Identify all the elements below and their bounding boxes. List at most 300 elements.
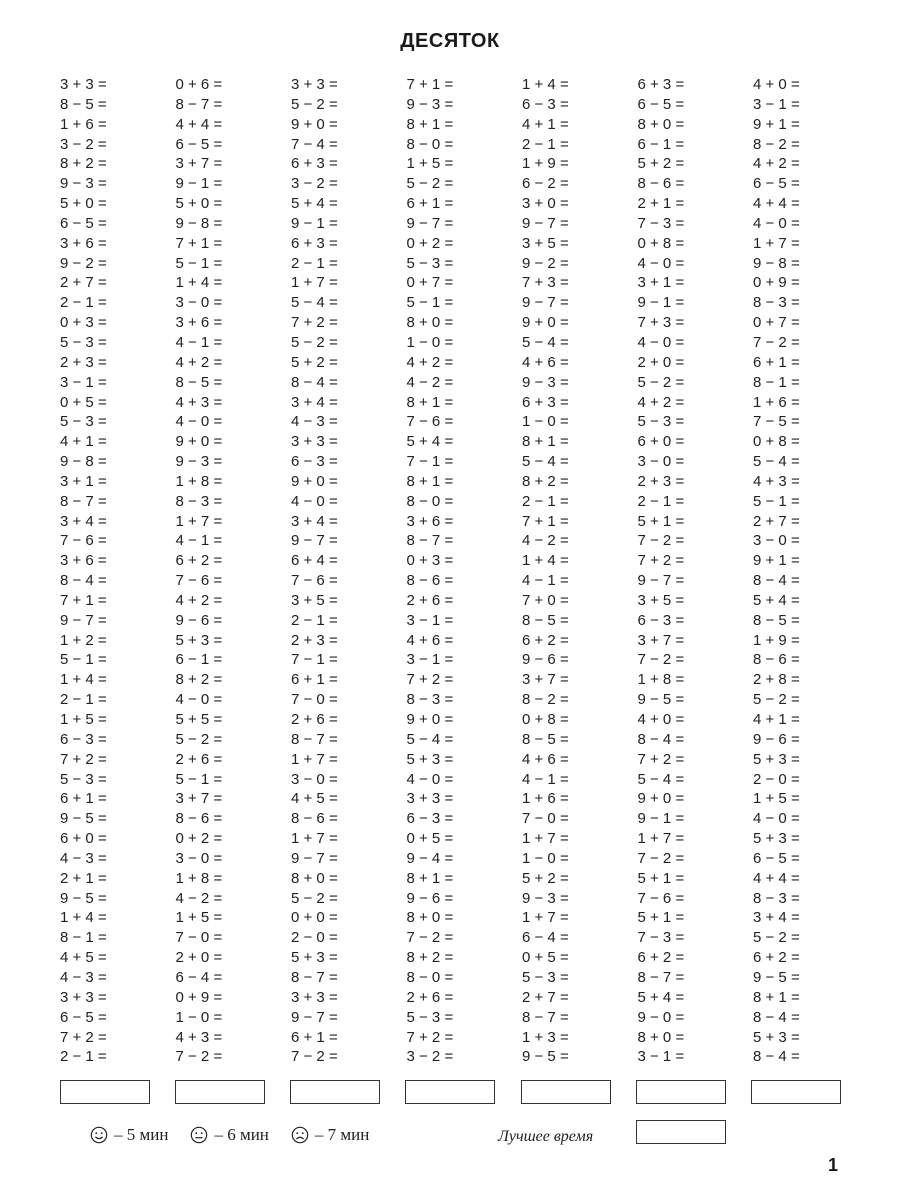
exercise-item: 4 + 5 = — [60, 949, 107, 967]
legend-item-7min — [291, 1125, 369, 1145]
exercise-item: 8 + 1 = — [406, 393, 454, 411]
exercise-item: 6 − 1 = — [175, 651, 223, 669]
exercise-item: 5 − 2 = — [175, 730, 223, 748]
exercise-item: 2 + 7 = — [60, 274, 107, 292]
exercise-item: 3 − 2 = — [406, 1048, 454, 1066]
exercise-item: 0 + 7 = — [406, 274, 454, 292]
exercise-item: 3 − 0 = — [753, 532, 800, 550]
exercise-item: 5 + 2 = — [637, 155, 685, 173]
exercise-item: 1 + 4 = — [522, 76, 569, 93]
exercise-item: 7 + 1 = — [406, 76, 454, 93]
exercise-item: 1 + 7 = — [522, 909, 569, 927]
exercise-item: 0 + 8 = — [522, 711, 569, 728]
exercise-item: 5 − 3 = — [637, 413, 685, 431]
exercise-item: 7 + 2 = — [60, 1028, 107, 1046]
exercise-item: 9 + 0 = — [522, 314, 569, 332]
exercise-item: 7 − 4 = — [291, 135, 338, 153]
exercise-item: 6 + 2 = — [175, 552, 223, 570]
exercise-item: 8 − 7 = — [291, 730, 338, 748]
exercise-item: 1 + 7 = — [291, 750, 338, 768]
exercise-item: 8 − 4 = — [291, 373, 338, 391]
exercise-item: 8 − 6 = — [175, 810, 223, 828]
exercise-item: 1 + 7 = — [175, 512, 223, 530]
exercise-item: 4 − 0 = — [753, 810, 800, 828]
exercise-item: 7 − 0 = — [291, 691, 338, 709]
exercise-item: 7 − 2 = — [637, 849, 685, 867]
exercise-item: 4 − 3 = — [60, 849, 107, 867]
exercise-item: 9 − 5 = — [60, 810, 107, 828]
exercise-item: 8 − 6 = — [637, 175, 685, 193]
answer-box-col-4[interactable] — [405, 1080, 495, 1104]
exercise-item: 1 + 3 = — [522, 1028, 569, 1046]
exercise-item: 9 + 0 = — [291, 472, 338, 490]
exercise-item: 9 − 1 = — [291, 214, 338, 232]
exercise-item: 9 + 0 = — [406, 711, 454, 728]
exercise-item: 6 + 0 = — [60, 830, 107, 848]
exercise-item: 1 + 8 = — [175, 472, 223, 490]
exercise-item: 8 − 5 = — [753, 611, 800, 629]
legend-label: – 5 мин — [114, 1125, 169, 1144]
exercise-item: 7 − 2 = — [175, 1048, 223, 1066]
exercise-item: 6 + 2 = — [753, 949, 800, 967]
exercise-item: 4 + 6 = — [522, 353, 569, 371]
exercise-item: 5 − 2 = — [753, 929, 800, 947]
exercise-item: 0 + 7 = — [753, 314, 800, 332]
exercise-item: 8 − 4 = — [753, 1048, 800, 1066]
exercise-item: 7 + 2 = — [291, 314, 338, 332]
answer-box-col-6[interactable] — [636, 1080, 726, 1104]
exercise-item: 5 − 2 = — [291, 889, 338, 907]
exercise-item: 7 − 6 = — [60, 532, 107, 550]
answer-box-col-5[interactable] — [521, 1080, 611, 1104]
exercise-item: 6 + 3 = — [637, 76, 685, 93]
exercise-item: 3 + 3 = — [60, 988, 107, 1006]
exercise-item: 1 + 8 = — [637, 671, 685, 689]
exercise-item: 9 − 7 = — [291, 532, 338, 550]
exercise-item: 6 − 3 = — [291, 453, 338, 471]
exercise-item: 6 − 5 = — [753, 849, 800, 867]
exercise-item: 0 + 2 = — [175, 830, 223, 848]
exercise-item: 4 + 4 = — [753, 869, 800, 887]
exercise-item: 1 + 9 = — [522, 155, 569, 173]
exercise-item: 5 − 3 = — [60, 770, 107, 788]
exercise-item: 9 − 2 = — [522, 254, 569, 272]
exercise-item: 6 − 5 = — [60, 214, 107, 232]
exercise-item: 8 + 2 = — [175, 671, 223, 689]
exercise-item: 4 + 6 = — [406, 631, 454, 649]
legend-label: – 6 мин — [214, 1125, 269, 1144]
exercise-item: 3 + 7 = — [175, 155, 223, 173]
exercise-item: 4 + 4 = — [175, 115, 223, 133]
exercise-item: 7 − 6 = — [406, 413, 454, 431]
exercise-item: 3 − 0 = — [175, 849, 223, 867]
exercise-item: 1 − 0 = — [406, 333, 454, 351]
exercise-item: 6 + 1 = — [406, 195, 454, 213]
exercise-item: 8 − 0 = — [406, 968, 454, 986]
exercise-item: 9 − 7 = — [522, 214, 569, 232]
exercise-item: 9 − 5 = — [637, 691, 685, 709]
exercise-item: 6 + 0 = — [637, 433, 685, 451]
exercise-item: 9 − 6 = — [406, 889, 454, 907]
exercise-item: 5 + 0 = — [175, 195, 223, 213]
exercise-item: 2 + 1 = — [60, 869, 107, 887]
exercise-item: 5 − 2 = — [291, 95, 338, 113]
exercise-item: 2 − 1 = — [60, 1048, 107, 1066]
exercise-item: 2 − 1 = — [637, 492, 685, 510]
exercise-item: 3 + 5 = — [291, 591, 338, 609]
exercise-item: 3 + 1 = — [60, 472, 107, 490]
exercise-item: 6 + 3 = — [291, 234, 338, 252]
exercise-item: 1 + 8 = — [175, 869, 223, 887]
exercise-item: 7 − 2 = — [753, 333, 800, 351]
exercise-item: 3 − 2 = — [60, 135, 107, 153]
exercise-item: 0 + 8 = — [753, 433, 800, 451]
exercise-item: 4 + 3 = — [175, 393, 223, 411]
exercise-item: 6 + 1 = — [291, 1028, 338, 1046]
exercise-item: 6 − 5 = — [175, 135, 223, 153]
exercise-item: 5 − 1 = — [753, 492, 800, 510]
exercise-item: 2 + 3 = — [291, 631, 338, 649]
exercise-item: 7 − 0 = — [175, 929, 223, 947]
exercise-item: 8 − 0 = — [406, 492, 454, 510]
exercise-item: 4 + 6 = — [522, 750, 569, 768]
exercise-item: 7 + 2 = — [637, 750, 685, 768]
exercise-item: 3 + 0 = — [522, 195, 569, 213]
answer-box-col-2[interactable] — [175, 1080, 265, 1104]
exercise-item: 9 − 6 = — [175, 611, 223, 629]
exercise-item: 4 + 2 = — [753, 155, 800, 173]
smiley-happy-icon — [90, 1126, 108, 1144]
exercise-item: 5 − 4 = — [291, 294, 338, 312]
exercise-item: 4 + 5 = — [291, 790, 338, 808]
exercise-item: 1 + 5 = — [406, 155, 454, 173]
exercise-item: 0 + 6 = — [175, 76, 223, 93]
exercise-item: 4 − 1 = — [522, 770, 569, 788]
exercise-item: 3 + 4 = — [753, 909, 800, 927]
exercise-item: 3 + 7 = — [522, 671, 569, 689]
exercise-item: 9 + 1 = — [753, 115, 800, 133]
exercise-item: 8 − 1 = — [60, 929, 107, 947]
exercise-item: 3 − 0 = — [175, 294, 223, 312]
exercise-item: 9 − 5 = — [753, 968, 800, 986]
exercise-item: 7 − 6 = — [637, 889, 685, 907]
exercise-item: 1 + 6 = — [522, 790, 569, 808]
exercise-item: 2 + 1 = — [637, 195, 685, 213]
exercise-item: 7 + 1 = — [175, 234, 223, 252]
exercise-item: 4 + 2 = — [406, 353, 454, 371]
answer-box-col-1[interactable] — [60, 1080, 150, 1104]
exercise-item: 8 − 4 = — [753, 572, 800, 590]
exercise-item: 1 − 0 = — [175, 1008, 223, 1026]
exercise-item: 2 − 1 = — [522, 492, 569, 510]
exercise-item: 3 − 1 = — [637, 1048, 685, 1066]
exercise-item: 5 − 2 = — [291, 333, 338, 351]
exercise-item: 5 − 4 = — [637, 770, 685, 788]
exercise-item: 2 + 7 = — [522, 988, 569, 1006]
exercise-item: 6 − 4 = — [522, 929, 569, 947]
exercise-item: 9 − 3 = — [406, 95, 454, 113]
exercise-item: 7 + 2 = — [637, 552, 685, 570]
exercise-item: 6 + 3 = — [291, 155, 338, 173]
exercise-item: 1 + 7 = — [291, 830, 338, 848]
exercise-item: 1 + 4 = — [60, 909, 107, 927]
exercise-item: 6 − 3 = — [522, 95, 569, 113]
exercise-item: 4 − 0 = — [291, 492, 338, 510]
exercise-item: 3 + 7 = — [175, 790, 223, 808]
exercise-item: 8 − 6 = — [406, 572, 454, 590]
exercise-item: 9 − 5 = — [60, 889, 107, 907]
exercise-item: 5 + 1 = — [637, 869, 685, 887]
exercise-item: 3 + 4 = — [291, 393, 338, 411]
exercise-item: 3 + 4 = — [291, 512, 338, 530]
exercise-item: 7 + 1 = — [60, 591, 107, 609]
exercise-item: 7 − 1 = — [291, 651, 338, 669]
exercise-item: 5 − 1 = — [406, 294, 454, 312]
exercise-item: 9 + 1 = — [753, 552, 800, 570]
exercise-item: 4 − 3 = — [60, 968, 107, 986]
exercise-item: 0 + 5 = — [406, 830, 454, 848]
exercise-item: 7 + 2 = — [60, 750, 107, 768]
exercise-item: 7 − 2 = — [291, 1048, 338, 1066]
exercise-item: 1 + 4 = — [175, 274, 223, 292]
exercise-item: 7 − 2 = — [637, 532, 685, 550]
exercise-item: 4 + 3 = — [753, 472, 800, 490]
exercise-item: 4 − 0 = — [406, 770, 454, 788]
exercise-item: 1 + 9 = — [753, 631, 800, 649]
exercise-item: 7 − 5 = — [753, 413, 800, 431]
exercise-item: 5 − 2 = — [406, 175, 454, 193]
exercise-item: 9 − 1 = — [637, 294, 685, 312]
best-time-box[interactable] — [636, 1120, 726, 1144]
exercise-item: 7 − 1 = — [406, 453, 454, 471]
smiley-neutral-icon — [190, 1126, 208, 1144]
exercise-item: 7 − 3 = — [637, 929, 685, 947]
exercise-item: 6 − 3 = — [406, 810, 454, 828]
exercise-item: 0 + 0 = — [291, 909, 338, 927]
exercise-item: 3 + 3 = — [60, 76, 107, 93]
exercise-item: 1 + 5 = — [175, 909, 223, 927]
legend-label: – 7 мин — [314, 1125, 370, 1144]
exercise-item: 3 + 5 = — [522, 234, 569, 252]
exercise-item: 1 + 6 = — [753, 393, 800, 411]
exercise-item: 8 + 1 = — [406, 115, 454, 133]
exercise-item: 9 − 7 = — [406, 214, 454, 232]
exercise-item: 5 − 1 = — [60, 651, 107, 669]
answer-box-col-7[interactable] — [751, 1080, 841, 1104]
exercise-item: 4 − 0 = — [753, 214, 800, 232]
exercise-item: 4 − 2 = — [175, 889, 223, 907]
exercise-item: 2 + 0 = — [637, 353, 685, 371]
exercise-item: 3 + 6 = — [175, 314, 223, 332]
smiley-sad-icon — [291, 1126, 309, 1144]
exercise-item: 8 − 3 = — [753, 889, 800, 907]
exercise-item: 5 − 4 = — [522, 333, 569, 351]
exercise-item: 8 + 1 = — [406, 472, 454, 490]
exercise-item: 1 + 7 = — [291, 274, 338, 292]
exercise-item: 5 + 3 = — [406, 750, 454, 768]
exercise-item: 9 − 7 = — [522, 294, 569, 312]
exercise-item: 3 + 6 = — [60, 234, 107, 252]
exercise-item: 3 + 3 = — [291, 433, 338, 451]
exercise-item: 3 + 1 = — [637, 274, 685, 292]
exercise-item: 9 − 3 = — [522, 889, 569, 907]
exercise-item: 3 − 1 = — [60, 373, 107, 391]
exercise-item: 5 − 2 = — [637, 373, 685, 391]
exercise-item: 4 + 4 = — [753, 195, 800, 213]
exercise-item: 1 + 7 = — [637, 830, 685, 848]
exercise-item: 3 + 6 = — [60, 552, 107, 570]
exercise-item: 9 − 1 = — [637, 810, 685, 828]
exercise-item: 9 − 7 = — [637, 572, 685, 590]
exercise-item: 9 − 6 = — [753, 730, 800, 748]
page-title: ДЕСЯТОК — [400, 30, 500, 52]
exercise-item: 0 + 8 = — [637, 234, 685, 252]
exercise-item: 8 − 1 = — [753, 373, 800, 391]
exercise-item: 9 − 6 = — [522, 651, 569, 669]
exercise-item: 6 + 1 = — [753, 353, 800, 371]
exercise-item: 8 − 4 = — [60, 572, 107, 590]
exercise-item: 7 + 1 = — [522, 512, 569, 530]
exercise-item: 7 − 0 = — [522, 810, 569, 828]
exercise-item: 9 − 8 = — [753, 254, 800, 272]
exercise-item: 5 − 4 = — [406, 730, 454, 748]
exercise-item: 4 − 2 = — [406, 373, 454, 391]
exercise-item: 3 − 1 = — [406, 611, 454, 629]
exercise-item: 2 − 1 = — [60, 294, 107, 312]
exercise-item: 9 − 3 = — [60, 175, 107, 193]
exercise-item: 5 + 1 = — [637, 512, 685, 530]
exercise-item: 0 + 9 = — [175, 988, 223, 1006]
exercise-item: 2 + 6 = — [175, 750, 223, 768]
exercise-item: 8 − 7 = — [406, 532, 454, 550]
exercise-item: 2 − 0 = — [753, 770, 800, 788]
exercise-item: 5 + 5 = — [175, 711, 223, 728]
exercise-item: 3 + 5 = — [637, 591, 685, 609]
exercise-item: 7 − 2 = — [406, 929, 454, 947]
exercise-item: 9 − 7 = — [291, 849, 338, 867]
exercise-item: 4 − 0 = — [637, 254, 685, 272]
page-number: 1 — [828, 1155, 839, 1175]
exercise-item: 6 − 1 = — [637, 135, 685, 153]
exercise-item: 3 + 3 = — [291, 988, 338, 1006]
exercise-item: 5 − 3 = — [60, 413, 107, 431]
exercise-item: 1 − 0 = — [522, 413, 569, 431]
exercise-item: 4 + 1 = — [60, 433, 107, 451]
exercise-item: 4 − 0 = — [175, 691, 223, 709]
exercise-item: 9 + 0 = — [637, 790, 685, 808]
exercise-item: 3 − 2 = — [291, 175, 338, 193]
exercise-item: 3 + 3 = — [291, 76, 338, 93]
exercise-item: 8 − 4 = — [637, 730, 685, 748]
exercise-item: 8 + 0 = — [406, 909, 454, 927]
exercise-item: 9 − 2 = — [60, 254, 107, 272]
exercise-item: 8 − 5 = — [522, 730, 569, 748]
exercise-item: 8 − 3 = — [175, 492, 223, 510]
exercise-item: 8 − 7 = — [175, 95, 223, 113]
exercise-item: 2 + 6 = — [406, 988, 454, 1006]
exercise-item: 8 + 1 = — [406, 869, 454, 887]
best-time-label: Лучшее время — [498, 1128, 594, 1145]
exercise-item: 4 + 1 = — [522, 115, 569, 133]
exercise-item: 4 + 2 = — [175, 353, 223, 371]
exercise-item: 8 + 1 = — [753, 988, 800, 1006]
exercise-item: 8 − 6 = — [291, 810, 338, 828]
exercise-item: 5 − 3 = — [60, 333, 107, 351]
exercise-item: 8 − 0 = — [406, 135, 454, 153]
exercise-item: 8 − 5 = — [175, 373, 223, 391]
exercise-item: 2 − 1 = — [291, 254, 338, 272]
exercise-item: 8 − 5 = — [522, 611, 569, 629]
answer-box-col-3[interactable] — [290, 1080, 380, 1104]
exercise-item: 1 − 0 = — [522, 849, 569, 867]
exercise-item: 2 + 0 = — [175, 949, 223, 967]
exercise-item: 6 − 5 = — [753, 175, 800, 193]
exercise-item: 1 + 6 = — [60, 115, 107, 133]
exercise-item: 3 + 3 = — [406, 790, 454, 808]
exercise-item: 1 + 7 = — [753, 234, 800, 252]
exercise-item: 2 − 1 = — [522, 135, 569, 153]
exercise-item: 5 + 3 = — [753, 1028, 800, 1046]
exercise-item: 6 + 2 = — [522, 631, 569, 649]
exercise-item: 6 − 2 = — [522, 175, 569, 193]
exercise-item: 1 + 7 = — [522, 830, 569, 848]
exercise-item: 1 + 4 = — [60, 671, 107, 689]
time-legend — [90, 1125, 391, 1145]
exercise-item: 4 + 3 = — [175, 1028, 223, 1046]
exercise-item: 5 + 4 = — [406, 433, 454, 451]
exercise-item: 9 − 7 = — [291, 1008, 338, 1026]
exercise-item: 5 + 3 = — [753, 830, 800, 848]
exercise-item: 7 − 3 = — [637, 214, 685, 232]
exercise-item: 6 + 4 = — [291, 552, 338, 570]
exercise-item: 9 + 0 = — [291, 115, 338, 133]
exercise-item: 4 − 0 = — [175, 413, 223, 431]
exercise-item: 5 − 2 = — [753, 691, 800, 709]
exercise-item: 3 − 0 = — [291, 770, 338, 788]
exercise-item: 2 + 3 = — [60, 353, 107, 371]
exercise-item: 7 − 6 = — [175, 572, 223, 590]
legend-item-5min — [90, 1125, 168, 1145]
exercise-item: 0 + 5 = — [522, 949, 569, 967]
exercise-item: 6 − 4 = — [175, 968, 223, 986]
exercise-item: 2 + 7 = — [753, 512, 800, 530]
exercise-item: 4 − 1 = — [175, 532, 223, 550]
exercise-item: 9 + 0 = — [175, 433, 223, 451]
exercise-item: 5 + 1 = — [637, 909, 685, 927]
exercise-item: 8 + 2 = — [406, 949, 454, 967]
exercise-item: 4 − 2 = — [522, 532, 569, 550]
exercise-item: 7 + 3 = — [637, 314, 685, 332]
exercise-item: 5 + 4 = — [753, 591, 800, 609]
exercise-item: 9 − 3 = — [175, 453, 223, 471]
exercise-item: 0 + 3 = — [60, 314, 107, 332]
exercise-item: 4 + 0 = — [753, 76, 800, 93]
exercise-item: 8 + 0 = — [637, 115, 685, 133]
exercise-item: 5 + 2 = — [291, 353, 338, 371]
exercise-item: 3 − 1 = — [406, 651, 454, 669]
exercise-item: 8 − 2 = — [522, 691, 569, 709]
exercise-item: 4 + 2 = — [175, 591, 223, 609]
exercise-item: 2 + 6 = — [406, 591, 454, 609]
exercise-item: 1 + 2 = — [60, 631, 107, 649]
exercise-item: 5 + 3 = — [753, 750, 800, 768]
exercise-item: 9 − 8 = — [60, 453, 107, 471]
exercise-item: 0 + 3 = — [406, 552, 454, 570]
exercise-item: 8 − 2 = — [753, 135, 800, 153]
exercise-item: 8 − 6 = — [753, 651, 800, 669]
exercise-item: 7 − 6 = — [291, 572, 338, 590]
exercise-item: 0 + 2 = — [406, 234, 454, 252]
